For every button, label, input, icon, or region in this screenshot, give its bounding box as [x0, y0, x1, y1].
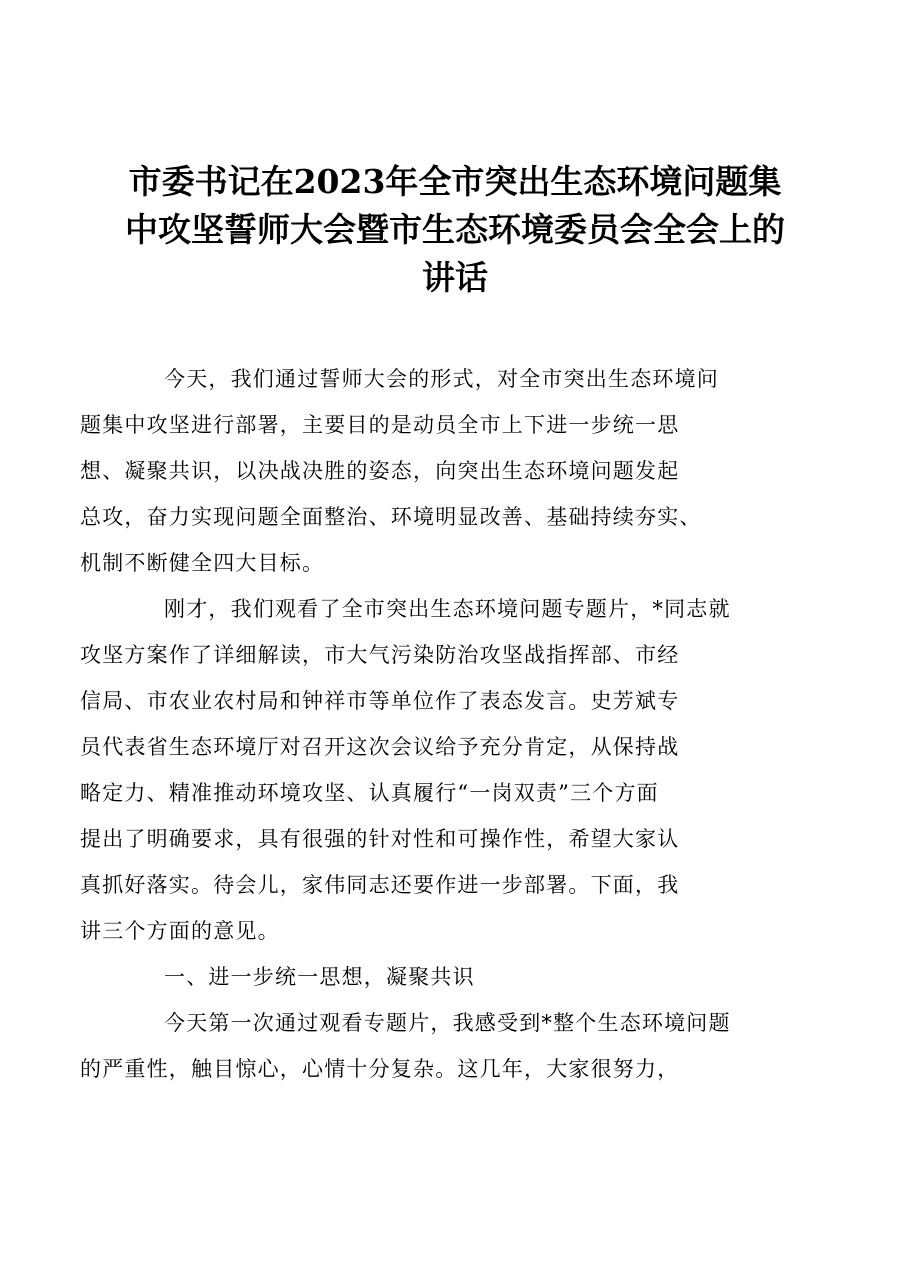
- paragraph-1-line-1: 今天，我们通过誓师大会的形式，对全市突出生态环境问: [164, 367, 719, 391]
- paragraph-2: [80, 586, 812, 954]
- paragraph-3-line-1: 今天第一次通过观看专题片，我感受到*整个生态环境问题: [164, 1011, 731, 1035]
- paragraph-3-line-2: 的严重性，触目惊心，心情十分复杂。这几年，大家很努力，: [80, 1057, 680, 1081]
- paragraph-1: [80, 356, 812, 586]
- paragraph-2-line-7: 真抓好落实。待会儿，家伟同志还要作进一步部署。下面，我: [80, 873, 680, 897]
- paragraph-2-line-6: 提出了明确要求，具有很强的针对性和可操作性，希望大家认: [80, 827, 680, 851]
- document-body: [80, 356, 812, 1092]
- paragraph-2-line-5: 略定力、精准推动环境攻坚、认真履行“一岗双责”三个方面: [80, 781, 659, 805]
- section-heading-1: 一、进一步统一思想，凝聚共识: [164, 965, 475, 989]
- paragraph-2-line-2: 攻坚方案作了详细解读，市大气污染防治攻坚战指挥部、市经: [80, 643, 680, 667]
- paragraph-1-line-3: 想、凝聚共识，以决战决胜的姿态，向突出生态环境问题发起: [80, 459, 680, 483]
- title-line-1: 市委书记在2023年全市突出生态环境问题集: [128, 162, 782, 201]
- title-line-3: 讲话: [422, 258, 488, 297]
- paragraph-1-line-4: 总攻，奋力实现问题全面整治、环境明显改善、基础持续夯实、: [80, 505, 702, 529]
- paragraph-2-line-8: 讲三个方面的意见。: [80, 919, 280, 943]
- paragraph-1-line-5: 机制不断健全四大目标。: [80, 551, 325, 575]
- paragraph-1-line-2: 题集中攻坚进行部署，主要目的是动员全市上下进一步统一思: [80, 413, 680, 437]
- paragraph-3: [80, 1000, 812, 1092]
- paragraph-2-line-1: 刚才，我们观看了全市突出生态环境问题专题片，*同志就: [164, 597, 731, 621]
- paragraph-2-line-3: 信局、市农业农村局和钟祥市等单位作了表态发言。史芳斌专: [80, 689, 680, 713]
- title-line-2: 中攻坚誓师大会暨市生态环境委员会全会上的: [125, 210, 785, 249]
- document-title: [120, 158, 790, 302]
- paragraph-2-line-4: 员代表省生态环境厅对召开这次会议给予充分肯定，从保持战: [80, 735, 680, 759]
